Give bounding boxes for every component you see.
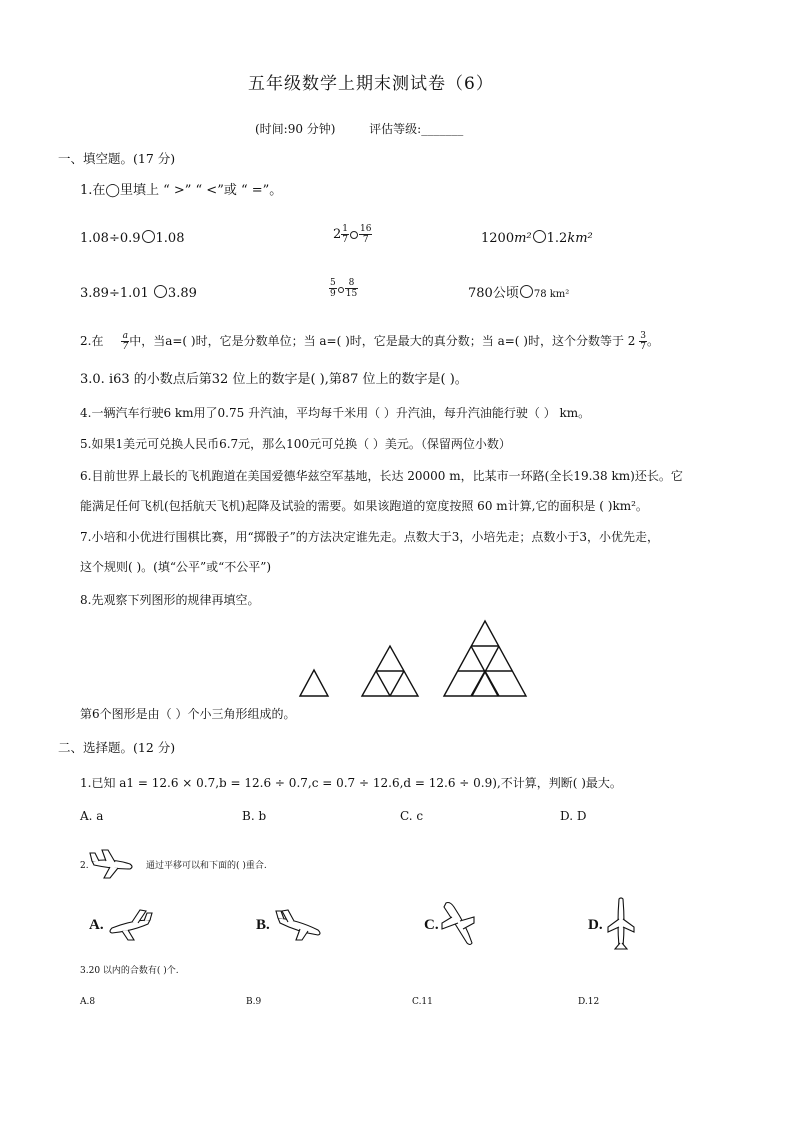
q1e-frac1: $\frac{5}{9}$ xyxy=(330,278,336,299)
grade-label: 评估等级: xyxy=(369,122,422,136)
s2-q2-text: 通过平移可以和下面的( )重合. xyxy=(146,861,267,871)
airplane-icon-option-b[interactable] xyxy=(274,908,324,942)
s2-q3-option-b[interactable]: B.9 xyxy=(246,997,262,1007)
s2-q1-option-b[interactable]: B. b xyxy=(242,809,267,823)
s2-q3-option-c[interactable]: C.11 xyxy=(412,997,433,1007)
q2-body: 中，当a=( )时，它是分数单位；当 a=( )时，它是最大的真分数；当 a=( )时，这个分数等于 2 xyxy=(129,334,636,348)
q1b-whole: 2 xyxy=(333,227,342,242)
q1c-left: 1200 xyxy=(481,231,515,246)
s2-q1-option-a[interactable]: A. a xyxy=(80,809,104,823)
q3-text: 3.0. i63 的小数点后第32 位上的数字是( ),第87 位上的数字是( )。 xyxy=(80,372,468,387)
q1c-unit1: m² xyxy=(514,231,532,246)
s2-q2-num: 2. xyxy=(80,861,89,871)
q7-text-line1: 7.小培和小优进行围棋比赛，用“掷骰子”的方法决定谁先走。点数大于3，小培先走；点数小于3，小优先走， xyxy=(80,530,659,544)
q7-text-line2: 这个规则( )。(填“公平”或“不公平”) xyxy=(80,560,272,574)
time-limit: (时间:90 分钟) xyxy=(255,122,336,136)
q1a-right: 1.08 xyxy=(155,231,185,246)
q1e-frac2: $\frac{8}{15}$ xyxy=(345,278,358,299)
q1b-frac1: $\frac{1}{7}$ xyxy=(342,224,349,245)
q2-num: 2.在 xyxy=(80,334,104,348)
section2-heading: 二、选择题。(12 分) xyxy=(58,740,176,755)
airplane-icon-option-d[interactable] xyxy=(606,897,636,951)
airplane-icon-option-a[interactable] xyxy=(106,908,154,942)
q6-text-line2: 能满足任何飞机(包括航天飞机)起降及试验的需要。如果该跑道的宽度按照 60 m计算,它的面积是 ( )km²。 xyxy=(80,499,648,513)
q8-text: 8.先观察下列图形的规律再填空。 xyxy=(80,593,260,607)
q2-frac2: $\frac{3}{7}$ xyxy=(640,331,646,352)
triangle-figure-1 xyxy=(300,670,328,696)
s2-q3-text: 3.20 以内的合数有( )个. xyxy=(80,966,179,976)
s2-q1-option-d[interactable]: D. D xyxy=(560,809,587,823)
q1c-unit2: km² xyxy=(567,231,593,246)
q1d-left: 3.89÷1.01 xyxy=(80,286,153,301)
q5-text: 5.如果1美元可兑换人民币6.7元，那么100元可兑换（ ）美元。（保留两位小数） xyxy=(80,437,511,451)
s2-q3-option-d[interactable]: D.12 xyxy=(578,997,600,1007)
s2-q3-option-a[interactable]: A.8 xyxy=(80,997,96,1007)
q2-text: 2.在 $\frac{a}{7}$ 中，当a=( )时，它是分数单位；当 a=( )时，它是最大的真分数；当 a=( )时，这个分数等于 2 $\frac{3}{7}$ 。 xyxy=(80,331,660,352)
s2-q1-option-c[interactable]: C. c xyxy=(400,809,424,823)
triangle-figure-2 xyxy=(362,646,418,696)
q1c-right: 1.2 xyxy=(546,231,568,246)
q1b-frac2: $\frac{16}{7}$ xyxy=(360,224,372,245)
q8-answer-text: 第6个图形是由（ ）个小三角形组成的。 xyxy=(80,707,296,721)
q1f-left: 780公顷 xyxy=(468,286,519,301)
section1-heading: 一、填空题。(17 分) xyxy=(58,151,176,166)
s2-q2-option-d[interactable]: D. xyxy=(588,917,603,933)
grade-blank: _______ xyxy=(421,122,464,136)
q1f-right: 78 km² xyxy=(533,289,570,300)
s2-q2-option-c[interactable]: C. xyxy=(424,917,439,933)
q1-prompt: 1.在◯里填上 “ >” “ <”或 “ =”。 xyxy=(80,183,283,198)
airplane-icon-option-c[interactable] xyxy=(440,899,478,947)
page-title: 五年级数学上期末测试卷（6） xyxy=(248,74,494,94)
q6-text-line1: 6.目前世界上最长的飞机跑道在美国爱德华兹空军基地，长达 20000 m，比某市一环路(全长19.38 km)还长。它 xyxy=(80,469,683,483)
q1a-left: 1.08÷0.9 xyxy=(80,231,141,246)
s2-q1-text: 1.已知 a1 = 12.6 × 0.7,b = 12.6 ÷ 0.7,c = 0.7 ÷ 12.6,d = 12.6 ÷ 0.9),不计算，判断( )最大。 xyxy=(80,776,622,790)
s2-q2-option-a[interactable]: A. xyxy=(89,917,104,933)
s2-q2-option-b[interactable]: B. xyxy=(256,917,270,933)
airplane-icon-reference xyxy=(88,848,136,880)
q2-frac: $\frac{a}{7}$ xyxy=(122,331,129,352)
q4-text: 4.一辆汽车行驶6 km用了0.75 升汽油，平均每千米用（ ）升汽油，每升汽油能行驶（ ） km。 xyxy=(80,406,591,420)
triangle-figure-3 xyxy=(444,621,526,696)
q1d-right: 3.89 xyxy=(167,286,197,301)
